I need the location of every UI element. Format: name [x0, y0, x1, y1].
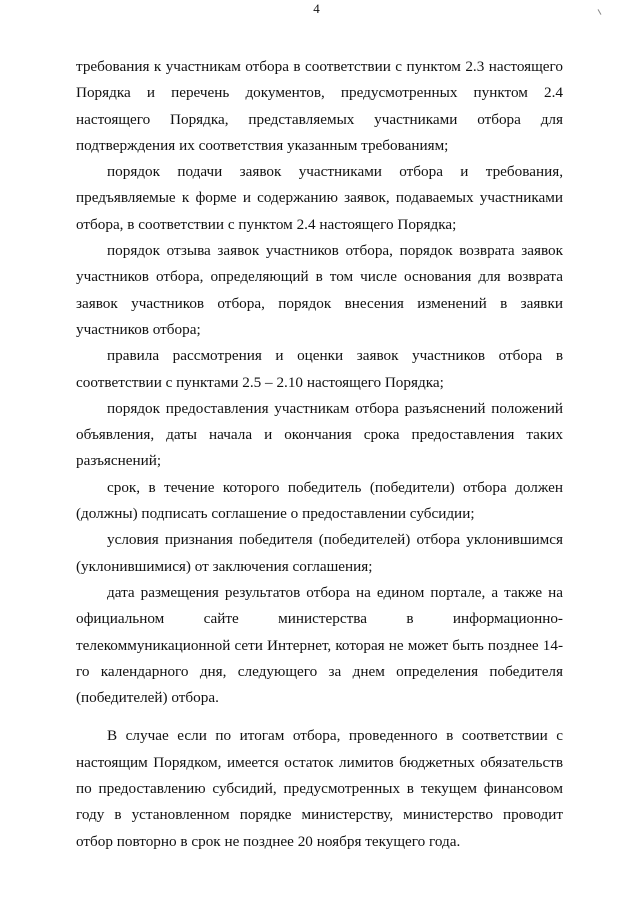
paragraph-signing-deadline: срок, в течение которого победитель (победители) отбора должен (должны) подписать соглашение о предоставлении субсидии;: [76, 478, 563, 523]
paragraph-withdrawal-procedure: порядок отзыва заявок участников отбора, порядок возврата заявок участников отбора, определяющий в том числе основания для возврата заявок участников отбора, порядок внесения изменений в заявки участников отбора;: [76, 242, 563, 338]
document-body: [76, 54, 563, 855]
paragraph-requirements: требования к участникам отбора в соответствии с пунктом 2.3 настоящего Порядка и перечень документов, предусмотренных пунктом 2.4 настоящего Порядка, представляемых участниками отбора для подтверждения их соответствия указанным требованиям;: [76, 58, 563, 154]
page-number: 4: [313, 1, 320, 16]
paragraph-evasion-conditions: условия признания победителя (победителей) отбора уклонившимся (уклонившимися) от заключения соглашения;: [76, 531, 563, 575]
paragraph-repeat-selection: В случае если по итогам отбора, проведенного в соответствии с настоящим Порядком, имеется остаток лимитов бюджетных обязательств по предоставлению субсидий, предусмотренных в текущем финансовом году в установленном порядке министерству, министерство проводит отбор повторно в срок не позднее 20 ноября текущего года.: [76, 727, 563, 850]
paragraph-results-publication: дата размещения результатов отбора на едином портале, а также на официальном сайте министерства в информационно-телекоммуникационной сети Интернет, которая не может быть позднее 14-го календарного дня, следующего за днем определения победителя (победителей) отбора.: [76, 583, 563, 707]
paragraph-clarifications: порядок предоставления участникам отбора разъяснений положений объявления, даты начала и окончания срока предоставления таких разъяснений;: [76, 399, 563, 470]
paragraph-review-rules: правила рассмотрения и оценки заявок участников отбора в соответствии с пунктами 2.5 – 2.10 настоящего Порядка;: [76, 347, 563, 391]
paragraph-submission-procedure: порядок подачи заявок участниками отбора и требования, предъявляемые к форме и содержанию заявок, подаваемых участниками отбора, в соответствии с пунктом 2.4 настоящего Порядка;: [76, 163, 563, 233]
